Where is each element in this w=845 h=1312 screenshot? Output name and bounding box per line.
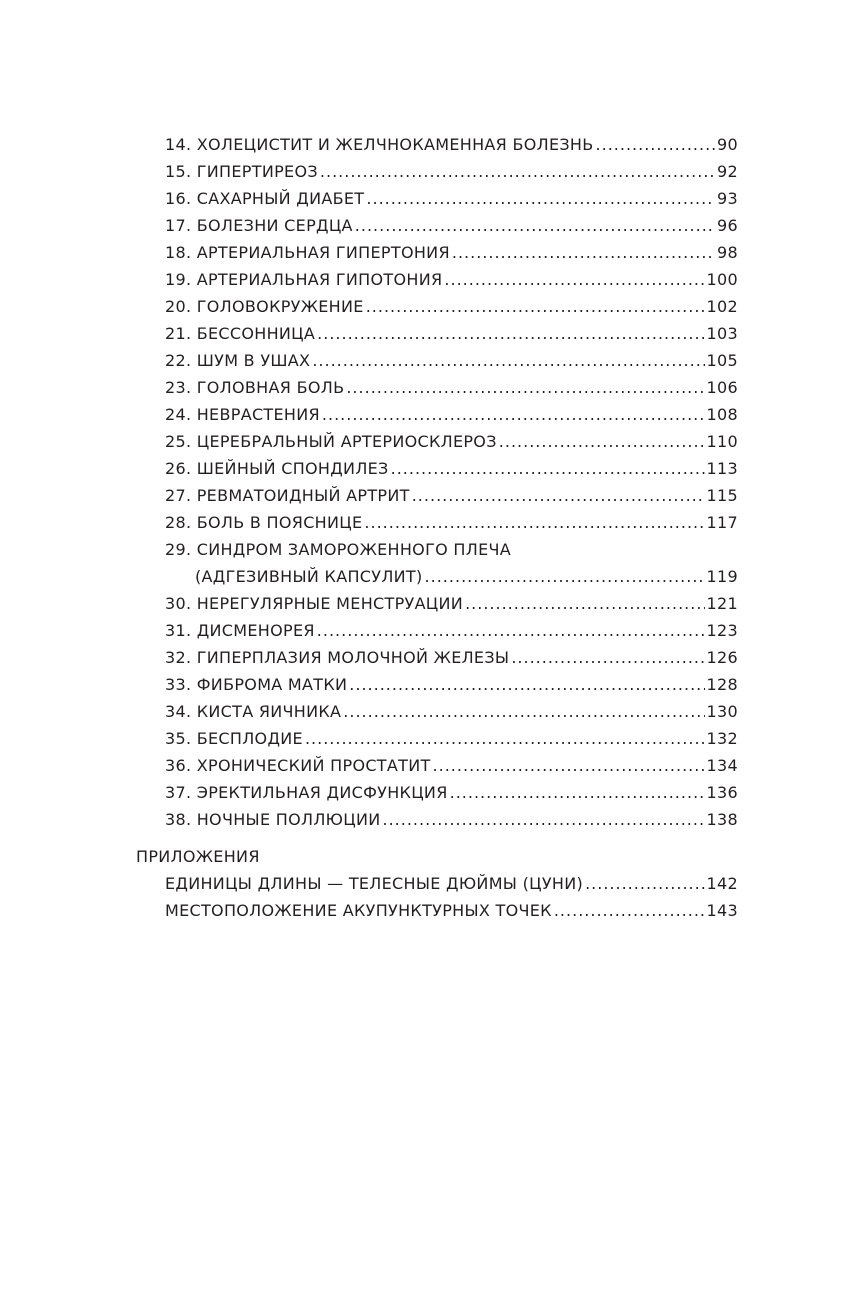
dot-leader: [554, 897, 705, 924]
toc-entry[interactable]: [0, 293, 845, 320]
appendix-list: [0, 870, 845, 924]
toc-entry-title: ЕДИНИЦЫ ДЛИНЫ — ТЕЛЕСНЫЕ ДЮЙМЫ (ЦУНИ): [165, 874, 584, 893]
dot-leader: [349, 671, 704, 698]
toc-page-number: 117: [706, 513, 738, 532]
toc-entry-title: 14. ХОЛЕЦИСТИТ И ЖЕЛЧНОКАМЕННАЯ БОЛЕЗНЬ: [165, 135, 594, 154]
toc-entry[interactable]: [0, 725, 845, 752]
dot-leader: [596, 131, 716, 158]
toc-entry-title: 22. ШУМ В УШАХ: [165, 351, 311, 370]
toc-page-number: 100: [706, 270, 738, 289]
toc-entry-29-continuation[interactable]: [0, 563, 845, 590]
toc-entry-title: 25. ЦЕРЕБРАЛЬНЫЙ АРТЕРИОСКЛЕРОЗ: [165, 432, 497, 451]
toc-entry-title: (АДГЕЗИВНЫЙ КАПСУЛИТ): [195, 567, 423, 586]
toc-entry-title: 24. НЕВРАСТЕНИЯ: [165, 405, 320, 424]
toc-entry[interactable]: [0, 428, 845, 455]
toc-page-number: 132: [706, 729, 738, 748]
toc-entry-title: 38. НОЧНЫЕ ПОЛЛЮЦИИ: [165, 810, 381, 829]
toc-entry-title: 37. ЭРЕКТИЛЬНАЯ ДИСФУНКЦИЯ: [165, 783, 448, 802]
toc-entry-title: 27. РЕВМАТОИДНЫЙ АРТРИТ: [165, 486, 410, 505]
toc-entry-title: 23. ГОЛОВНАЯ БОЛЬ: [165, 378, 345, 397]
toc-entry[interactable]: [0, 698, 845, 725]
toc-page-number: 136: [706, 783, 738, 802]
toc-page-number: 123: [706, 621, 738, 640]
dot-leader: [312, 347, 704, 374]
toc-page-number: 110: [706, 432, 738, 451]
toc-page-number: 92: [717, 162, 738, 181]
toc-entry[interactable]: [0, 752, 845, 779]
toc-entry-title: 21. БЕССОННИЦА: [165, 324, 316, 343]
toc-entry[interactable]: [0, 644, 845, 671]
toc-page-number: 115: [706, 486, 738, 505]
toc-page-number: 130: [706, 702, 738, 721]
toc-entry[interactable]: [0, 671, 845, 698]
toc-page-number: 113: [706, 459, 738, 478]
toc-list-continued: [0, 590, 845, 833]
toc-entry[interactable]: [0, 806, 845, 833]
appendix-heading: ПРИЛОЖЕНИЯ: [136, 847, 260, 866]
toc-entry-29[interactable]: [0, 536, 845, 563]
toc-page-number: 90: [717, 135, 738, 154]
toc-entry-title: 16. САХАРНЫЙ ДИАБЕТ: [165, 189, 365, 208]
toc-entry[interactable]: [0, 212, 845, 239]
toc-page-number: 134: [706, 756, 738, 775]
toc-entry-title: 36. ХРОНИЧЕСКИЙ ПРОСТАТИТ: [165, 756, 431, 775]
table-of-contents: [0, 131, 845, 924]
toc-entry-title: 28. БОЛЬ В ПОЯСНИЦЕ: [165, 513, 363, 532]
toc-entry-title: 35. БЕСПЛОДИЕ: [165, 729, 303, 748]
toc-page-number: 96: [717, 216, 738, 235]
dot-leader: [346, 374, 704, 401]
appendix-entry[interactable]: [0, 897, 845, 924]
dot-leader: [355, 212, 715, 239]
toc-entry[interactable]: [0, 239, 845, 266]
toc-entry-title: 31. ДИСМЕНОРЕЯ: [165, 621, 315, 640]
toc-entry-title: 20. ГОЛОВОКРУЖЕНИЕ: [165, 297, 364, 316]
toc-page-number: 98: [717, 243, 738, 262]
dot-leader: [305, 725, 705, 752]
dot-leader: [383, 806, 705, 833]
dot-leader: [320, 158, 715, 185]
toc-entry-title: МЕСТОПОЛОЖЕНИЕ АКУПУНКТУРНЫХ ТОЧЕК: [165, 901, 552, 920]
toc-entry[interactable]: [0, 617, 845, 644]
dot-leader: [364, 509, 704, 536]
toc-entry-title: 32. ГИПЕРПЛАЗИЯ МОЛОЧНОЙ ЖЕЛЕЗЫ: [165, 648, 510, 667]
dot-leader: [511, 644, 704, 671]
toc-page-number: 105: [706, 351, 738, 370]
toc-page-number: 108: [706, 405, 738, 424]
toc-entry-title: 19. АРТЕРИАЛЬНАЯ ГИПОТОНИЯ: [165, 270, 443, 289]
toc-page-number: 138: [706, 810, 738, 829]
dot-leader: [343, 698, 704, 725]
dot-leader: [391, 455, 705, 482]
toc-entry[interactable]: [0, 779, 845, 806]
dot-leader: [465, 590, 704, 617]
toc-entry-title: 18. АРТЕРИАЛЬНАЯ ГИПЕРТОНИЯ: [165, 243, 450, 262]
dot-leader: [412, 482, 705, 509]
appendix-heading-row: [0, 843, 845, 870]
toc-entry[interactable]: [0, 590, 845, 617]
toc-entry[interactable]: [0, 185, 845, 212]
toc-entry[interactable]: [0, 158, 845, 185]
toc-entry[interactable]: [0, 347, 845, 374]
toc-entry[interactable]: [0, 266, 845, 293]
toc-entry[interactable]: [0, 401, 845, 428]
dot-leader: [444, 266, 704, 293]
toc-page-number: 103: [706, 324, 738, 343]
toc-entry-title: 26. ШЕЙНЫЙ СПОНДИЛЕЗ: [165, 459, 389, 478]
toc-list: [0, 131, 845, 536]
appendix-entry[interactable]: [0, 870, 845, 897]
toc-entry[interactable]: [0, 320, 845, 347]
toc-entry-title: 34. КИСТА ЯИЧНИКА: [165, 702, 342, 721]
dot-leader: [366, 293, 705, 320]
toc-entry[interactable]: [0, 131, 845, 158]
dot-leader: [585, 870, 704, 897]
toc-page-number: 142: [706, 874, 738, 893]
dot-leader: [499, 428, 705, 455]
toc-entry[interactable]: [0, 482, 845, 509]
toc-entry-title: 15. ГИПЕРТИРЕОЗ: [165, 162, 318, 181]
toc-page-number: 102: [706, 297, 738, 316]
dot-leader: [317, 617, 705, 644]
toc-entry-title: 30. НЕРЕГУЛЯРНЫЕ МЕНСТРУАЦИИ: [165, 594, 464, 613]
dot-leader: [366, 185, 715, 212]
toc-entry[interactable]: [0, 374, 845, 401]
toc-entry-title: 17. БОЛЕЗНИ СЕРДЦА: [165, 216, 353, 235]
toc-page-number: 143: [706, 901, 738, 920]
dot-leader: [425, 563, 705, 590]
toc-entry-title: 33. ФИБРОМА МАТКИ: [165, 675, 348, 694]
dot-leader: [452, 239, 715, 266]
toc-entry[interactable]: [0, 509, 845, 536]
dot-leader: [433, 752, 705, 779]
toc-page-number: 106: [706, 378, 738, 397]
toc-entry-title: 29. СИНДРОМ ЗАМОРОЖЕННОГО ПЛЕЧА: [165, 540, 512, 559]
dot-leader: [317, 320, 704, 347]
dot-leader: [450, 779, 705, 806]
toc-entry[interactable]: [0, 455, 845, 482]
toc-page-number: 121: [706, 594, 738, 613]
toc-page-number: 128: [706, 675, 738, 694]
toc-page-number: 126: [706, 648, 738, 667]
toc-page-number: 93: [717, 189, 738, 208]
dot-leader: [322, 401, 705, 428]
toc-page-number: 119: [706, 567, 738, 586]
